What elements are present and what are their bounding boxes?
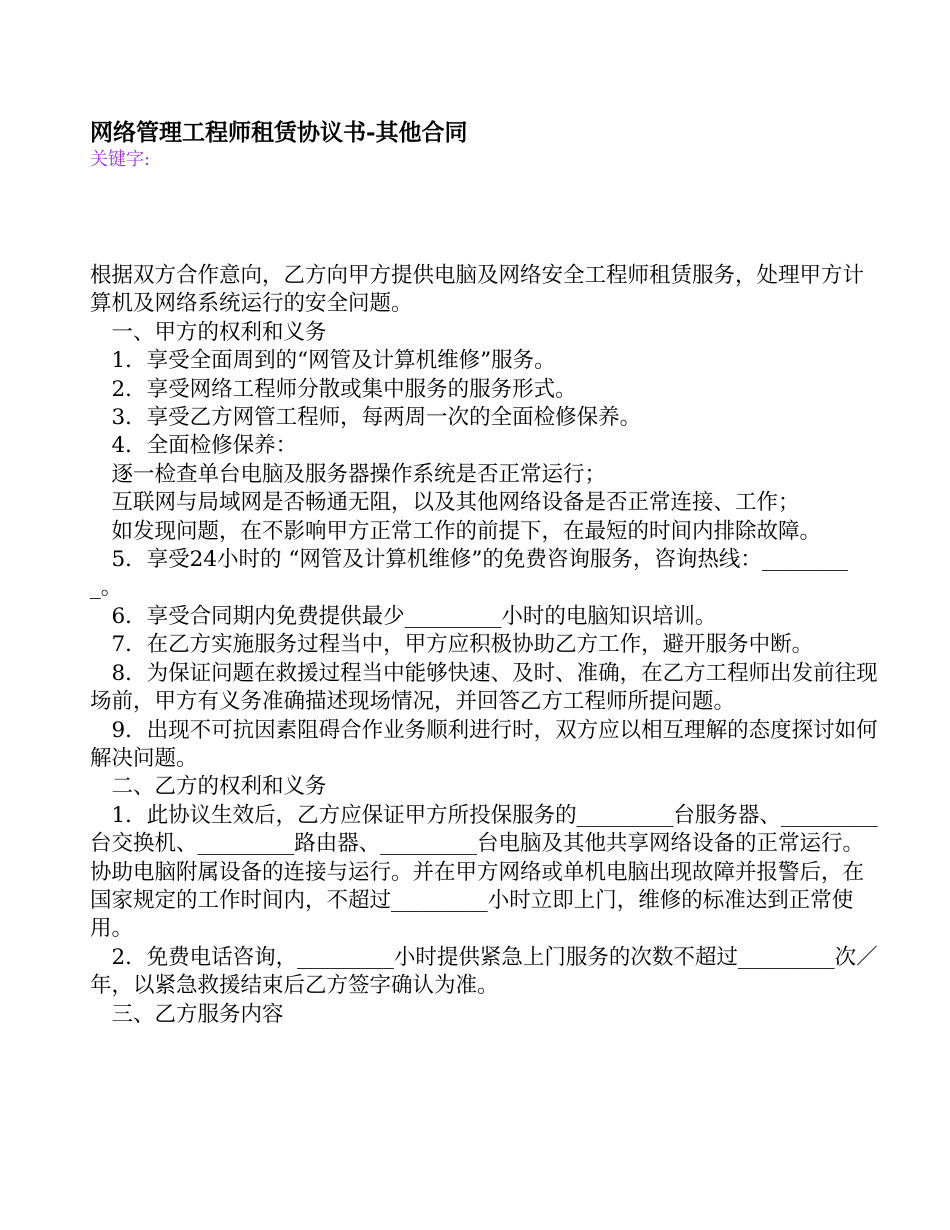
paragraph: 互联网与局域网是否畅通无阻，以及其他网络设备是否正常连接、工作； xyxy=(90,490,800,516)
document-body xyxy=(90,262,880,1029)
paragraph: 8．为保证问题在救援过程当中能够快速、及时、准确，在乙方工程师出发前往现场前，甲方有义务准确描述现场情况，并回答乙方工程师所提问题。 xyxy=(90,660,878,715)
document-header xyxy=(90,118,880,172)
keywords-label: 关键字: xyxy=(90,149,151,170)
paragraph: 2．享受网络工程师分散或集中服务的服务形式。 xyxy=(90,376,577,402)
paragraph: 1．此协议生效后，乙方应保证甲方所投保服务的_________台服务器、_________台交换机、_________路由器、_________台电脑及其他共享网络设备的正常运行。协助电脑附属设备的连接与运行。并在甲方网络或单机电脑出现故障并报警后，在国家规定的工作时间内，不超过_________小时立即上门，维修的标准达到正常使用。 xyxy=(90,802,878,942)
paragraph: 6．享受合同期内免费提供最少_________小时的电脑知识培训。 xyxy=(90,603,717,629)
section-heading: 一、甲方的权利和义务 xyxy=(90,319,327,345)
document-title: 网络管理工程师租赁协议书-其他合同 xyxy=(90,119,468,146)
paragraph: 2．免费电话咨询，_________小时提供紧急上门服务的次数不超过_________次／年，以紧急救援结束后乙方签字确认为准。 xyxy=(90,944,878,999)
paragraph: 9．出现不可抗因素阻碍合作业务顺利进行时，双方应以相互理解的态度探讨如何解决问题。 xyxy=(90,717,878,771)
paragraph: 5．享受24小时的 “网管及计算机维修”的免费咨询服务，咨询热线：_________。 xyxy=(90,547,848,601)
paragraph: 7．在乙方实施服务过程当中，甲方应积极协助乙方工作，避开服务中断。 xyxy=(90,632,814,658)
paragraph: 根据双方合作意向，乙方向甲方提供电脑及网络安全工程师租赁服务，处理甲方计算机及网络系统运行的安全问题。 xyxy=(90,263,865,317)
paragraph: 1．享受全面周到的“网管及计算机维修”服务。 xyxy=(90,348,556,374)
paragraph: 逐一检查单台电脑及服务器操作系统是否正常运行； xyxy=(90,461,607,487)
paragraph: 如发现问题，在不影响甲方正常工作的前提下，在最短的时间内排除故障。 xyxy=(90,518,822,544)
paragraph: 4．全面检修保养： xyxy=(90,433,298,459)
paragraph: 3．享受乙方网管工程师，每两周一次的全面检修保养。 xyxy=(90,405,642,431)
section-heading: 三、乙方服务内容 xyxy=(90,1001,284,1027)
section-heading: 二、乙方的权利和义务 xyxy=(90,774,327,800)
